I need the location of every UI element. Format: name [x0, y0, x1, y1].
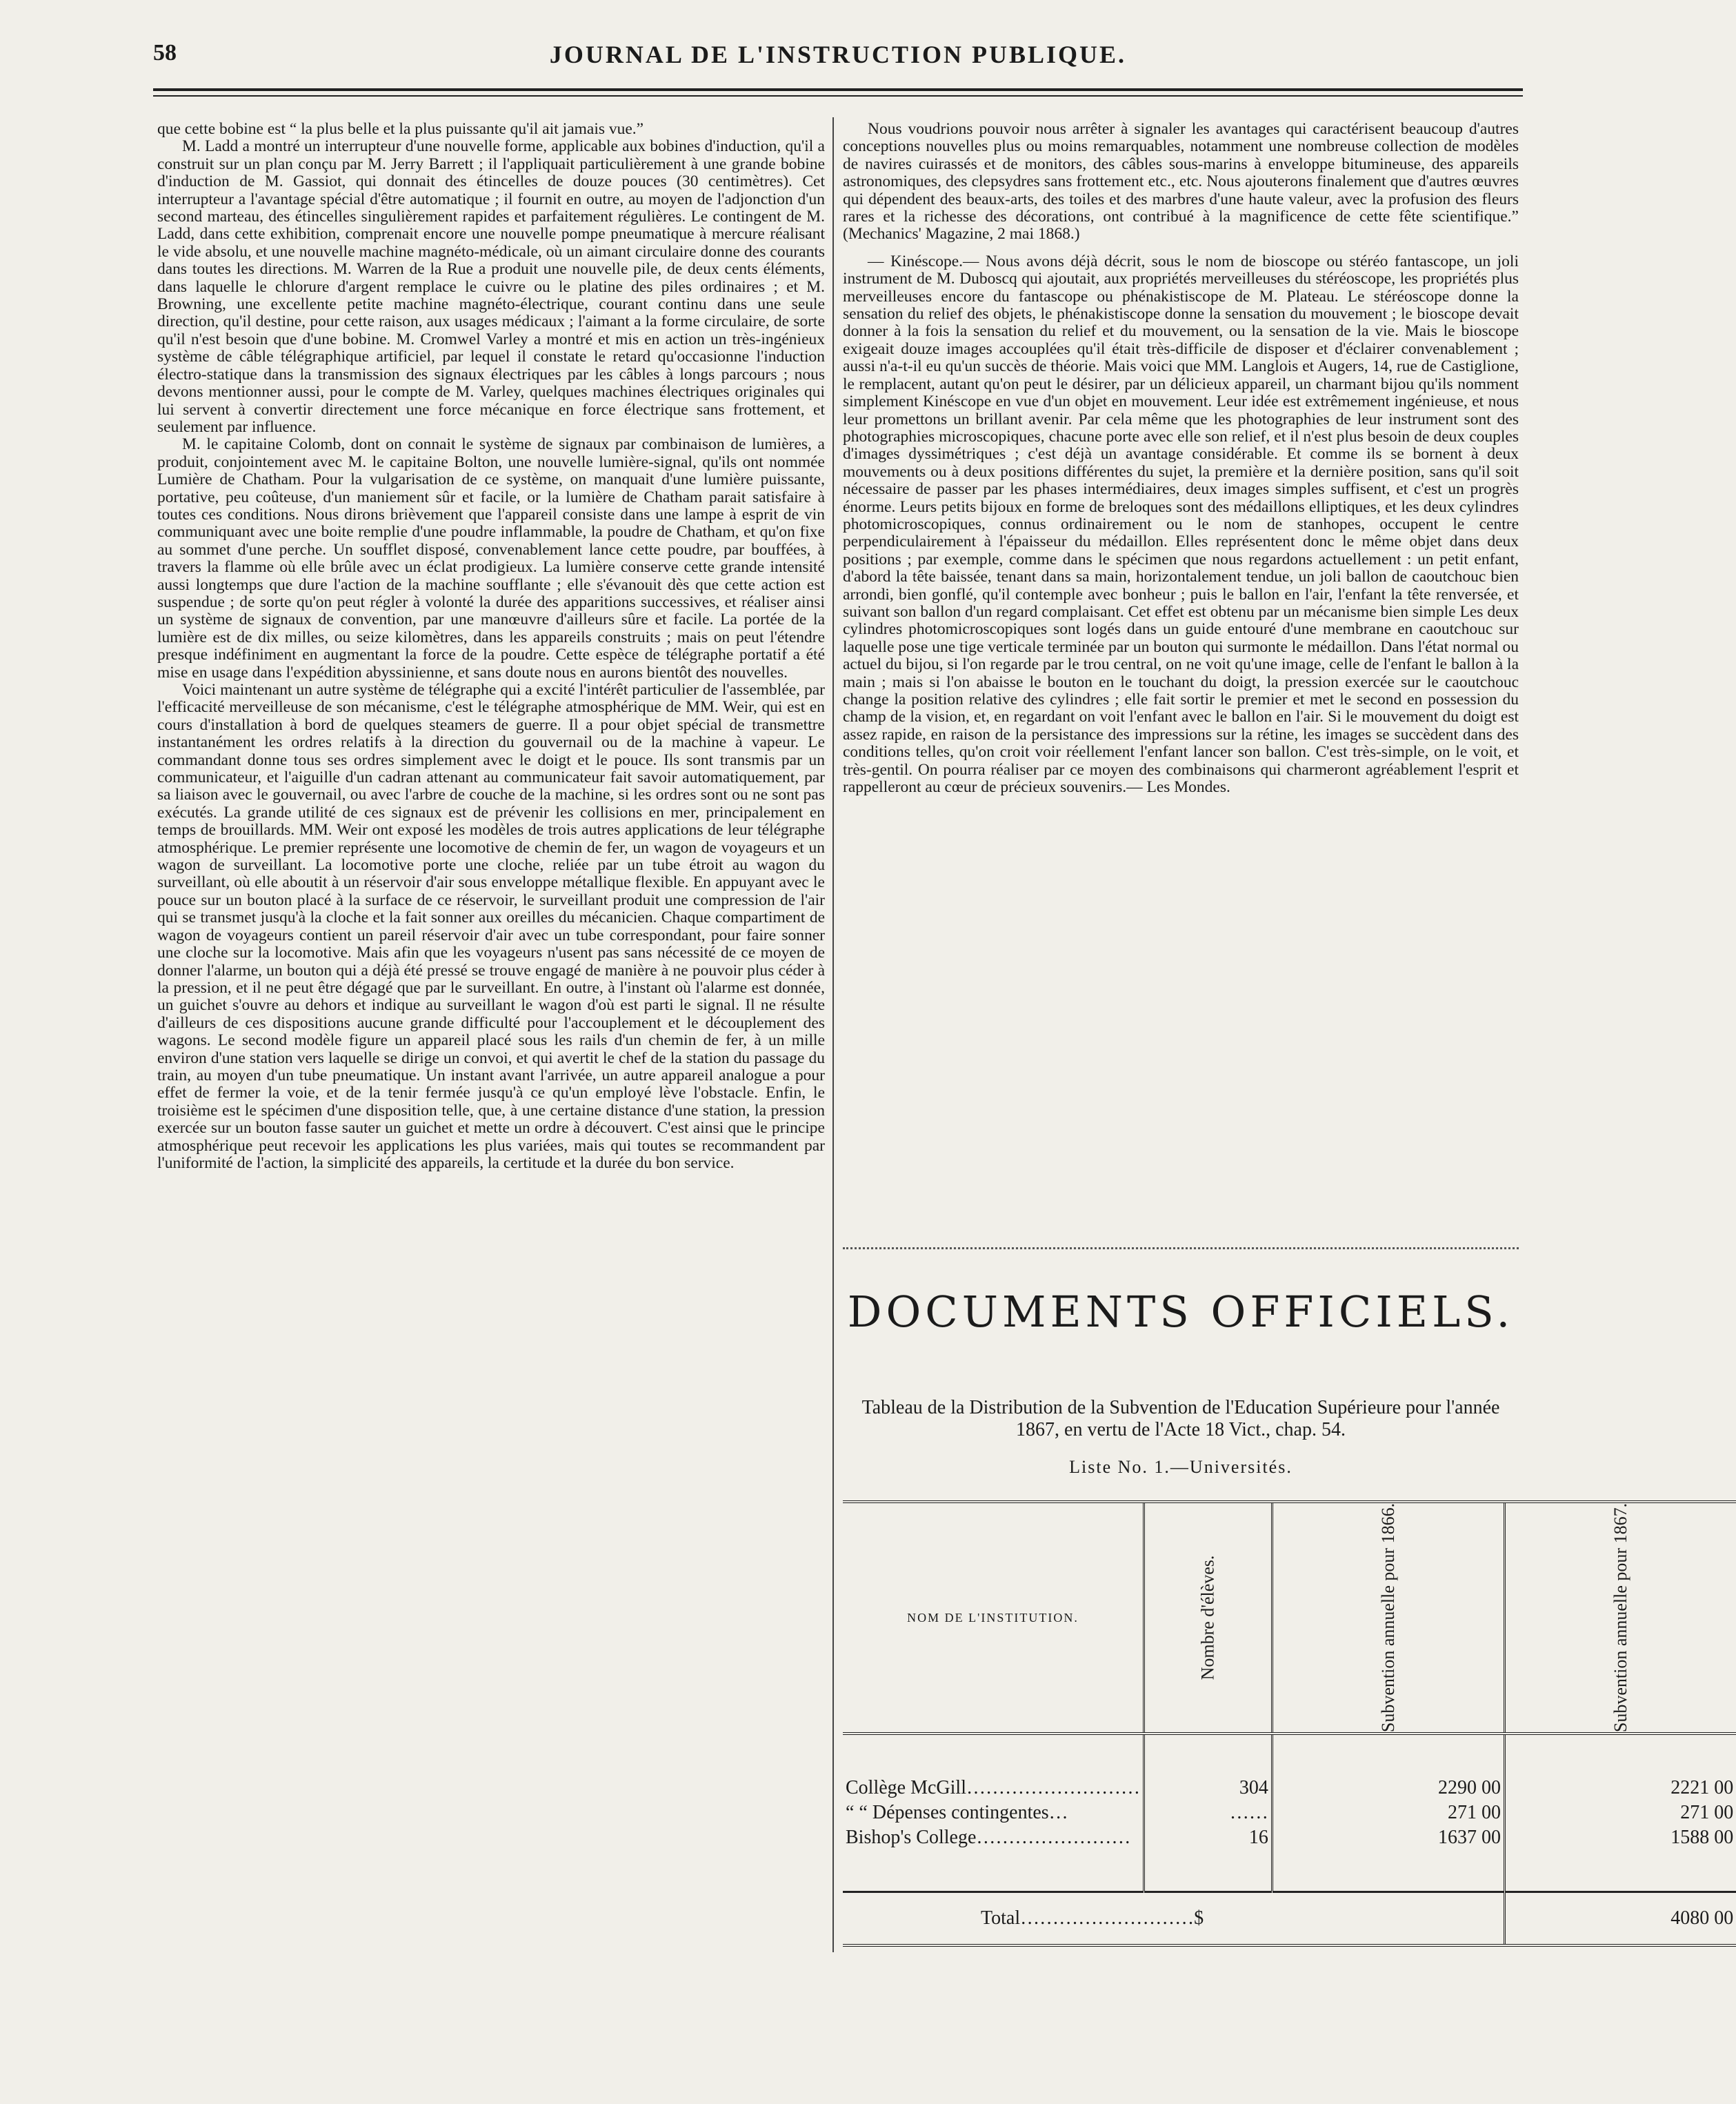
table-spacer-row: [843, 1734, 1736, 1776]
journal-title: JOURNAL DE L'INSTRUCTION PUBLIQUE.: [549, 41, 1127, 68]
header-sub-1866-label: Subvention annuelle pour 1866.: [1377, 1502, 1398, 1733]
page-number: 58: [153, 40, 177, 66]
row-name: Bishop's College……………………: [846, 1827, 1131, 1848]
total-value: 4080 00: [1505, 1892, 1736, 1946]
total-label: Total………………………$: [843, 1892, 1505, 1946]
table-row: [843, 1825, 1736, 1850]
header-sub-1866: [1272, 1502, 1504, 1734]
row-sub-1867: 271 00: [1505, 1800, 1736, 1825]
right-paragraph-1: Nous voudrions pouvoir nous arrêter à signaler les avantages qui caractérisent beaucoup d'autres conceptions nouvelles plus ou moins remarquables, notamment une nombreuse collection de modèles de navires cuirassés et de monitors, des câbles sous-marins à enveloppe bitumineuse, des appareils astronomiques, des clepsydres sans frottement etc., etc. Nous ajouterons finalement que d'autres œuvres qui dépendent des beaux-arts, des toiles et des marbres d'une haute valeur, avec la profusion des fleurs rares et la richesse des décorations, ont contribué à la magnificence de cette fête scientifique.” (Mechanics' Magazine, 2 mai 1868.): [843, 120, 1519, 244]
header-students: [1144, 1502, 1272, 1734]
table-total-row: [843, 1892, 1736, 1946]
header-institution-name: NOM DE L'INSTITUTION.: [843, 1502, 1144, 1734]
header-sub-1867: [1505, 1502, 1736, 1734]
column-divider: [832, 117, 834, 1952]
right-column: [843, 121, 1519, 796]
table-row: [843, 1800, 1736, 1825]
row-name: “ “ Dépenses contingentes…: [846, 1802, 1068, 1823]
header-sub-1867-label: Subvention annuelle pour 1867.: [1610, 1502, 1631, 1733]
row-sub-1867: 1588 00: [1505, 1825, 1736, 1850]
row-sub-1866: 271 00: [1272, 1800, 1504, 1825]
row-sub-1866: 1637 00: [1272, 1825, 1504, 1850]
table-header-row: [843, 1502, 1736, 1734]
table-row: [843, 1776, 1736, 1800]
left-paragraph-4: Voici maintenant un autre système de télégraphe qui a excité l'intérêt particulier de l'assemblée, par l'efficacité merveilleuse de son mécanisme, c'est le télégraphe atmosphérique de MM. Weir, qui est en cours d'installation à bord de quelques steamers de guerre. Il a pour objet spécial de transmettre instantanément les ordres relatifs à la direction du gouvernail ou de la machine à vapeur. Le commandant donne tous ses ordres simplement avec le doigt et le pouce. Ils sont transmis par un communicateur, et l'aiguille d'un cadran attenant au communicateur fait savoir automatiquement, par sa liaison avec le gouvernail, ou avec l'arbre de couche de la machine, si les ordres sont ou ne sont pas exécutés. La grande utilité de ces signaux est de prévenir les collisions en mer, principalement en temps de brouillards. MM. Weir ont exposé les modèles de trois autres applications de leur télégraphe atmosphérique. Le premier représente une locomotive de chemin de fer, un wagon de voyageurs et un wagon de surveillant. La locomotive porte une cloche, reliée par un tube étroit au wagon du surveillant, où elle aboutit à un réservoir d'air sous enveloppe métallique flexible. En appuyant avec le pouce sur un bouton placé à la surface de ce réservoir, le surveillant produit une compression de l'air qui se transmet jusqu'à la cloche et la fait sonner aux oreilles du mécanicien. Chaque compartiment de wagon de voyageurs contient un pareil réservoir d'air avec un tube correspondant, pour faire sonner une cloche sur la locomotive. Mais afin que les voyageurs n'usent pas sans nécessité de ce moyen de donner l'alarme, un bouton qui a déjà été pressé se trouve engagé de manière à ne pouvoir plus céder à la pression, et il ne peut être dégagé que par le surveillant. En outre, à l'instant où l'alarme est donnée, un guichet s'ouvre au dehors et indique au surveillant le wagon d'où est parti le signal. Il ne résulte d'ailleurs de ces dispositions aucune grande difficulté pour l'accouplement et le découplement des wagons. Le second modèle figure un appareil placé sous les rails d'un chemin de fer, à un mille environ d'une station vers laquelle se dirige un convoi, et qui avertit le chef de la station du passage du train, au moyen d'un tube pneumatique. Un instant avant l'arrivée, un autre appareil analogue a pour effet de fermer la voie, et de la tenir fermée jusqu'à ce qu'un employé lève l'obstacle. Enfin, le troisième est le spécimen d'une disposition telle, que, à une certaine distance d'une station, la pression exercée sur un bouton fasse sauter un guichet et mette un ordre à découvert. C'est ainsi que le principe atmosphérique peut recevoir les applications les plus variées, mais qui toutes se recommandent par l'uniformité de l'action, la simplicité des appareils, la certitude et la durée du bon service.: [157, 681, 825, 1172]
header-rule-thin: [153, 95, 1523, 97]
header-rule-thick: [153, 88, 1523, 91]
left-column: [157, 121, 825, 1172]
page-header: [153, 40, 1523, 75]
row-sub-1867: 2221 00: [1505, 1776, 1736, 1800]
left-paragraph-1: que cette bobine est “ la plus belle et la plus puissante qu'il ait jamais vue.”: [157, 120, 644, 138]
left-paragraph-2: M. Ladd a montré un interrupteur d'une nouvelle forme, applicable aux bobines d'induction, qu'il a construit sur un plan conçu par M. Jerry Barrett ; il l'appliquait particulièrement à une grande bobine d'induction de M. Gassiot, qui donnait des étincelles de douze pouces (30 centimètres). Cet interrupteur a l'avantage spécial d'être automatique ; il fournit en outre, au moyen de l'adjonction d'un second marteau, des étincelles singulièrement rapides et parfaitement régulières. Le contingent de M. Ladd, dans cette exhibition, comprenait encore une nouvelle pompe pneumatique à mercure réalisant le vide absolu, et une nouvelle machine magnéto-médicale, où un aimant circulaire donne des courants dans toutes les directions. M. Warren de la Rue a produit une nouvelle pile, de deux cents éléments, dans laquelle le chlorure d'argent remplace le cuivre ou le platine des piles ordinaires ; et M. Browning, une excellente petite machine magnéto-électrique, courant continu dans une seule direction, qu'il destine, pour cette raison, aux usages médicaux ; l'aimant a la forme circulaire, de sorte qu'il n'est besoin que d'une bobine. M. Cromwel Varley a montré et mis en action un très-ingénieux système de câble télégraphique artificiel, par lequel il constate le retard qu'occasionne l'induction électro-statique dans la transmission des signaux électriques par les câbles à longs parcours ; nous devons mentionner aussi, pour le compte de M. Varley, quelques machines électriques originales qui lui servent à convertir directement une force mécanique en force électrique sans frottement, et seulement par influence.: [157, 137, 825, 436]
row-students: 304: [1144, 1776, 1272, 1800]
table-list-title: Liste No. 1.—Universités.: [1069, 1457, 1293, 1477]
right-paragraph-kinescope: — Kinéscope.— Nous avons déjà décrit, sous le nom de bioscope ou stéréo fantascope, un joli instrument de M. Duboscq qui ajoutait, aux propriétés merveilleuses du stéréoscope, les propriétés plus merveilleuses encore du fantascope ou phénakistiscope de M. Plateau. Le stéréoscope donne la sensation du relief des objets, le phénakistiscope donne la sensation du mouvement ; le bioscope devait donner à la fois la sensation du relief et du mouvement, ou la sensation de la vie. Mais le bioscope exigeait douze images accouplées qu'il était très-difficile de disposer et d'éclairer convenablement ; aussi n'a-t-il eu qu'un succès de théorie. Mais voici que MM. Langlois et Augers, 14, rue de Castiglione, le remplacent, autant qu'on peut le désirer, par un délicieux appareil, un charmant bijou qu'ils nomment simplement Kinéscope en vue d'un objet en mouvement. Leur idée est extrêmement ingénieuse, et nous leur promettons un brillant avenir. Par cela même que les photographies de leur instrument sont des photographies microscopiques, chacune porte avec elle son relief, et il n'est plus besoin de deux couples d'images dyssimétriques ; c'est déjà un avantage considérable. Et comme ils se bornent à deux mouvements ou à deux positions différentes du sujet, la première et la dernière position, sans qu'il soit nécessaire de passer par les phases intermédiaires, deux images simples suffisent, et c'est un progrès énorme. Leurs petits bijoux en forme de breloques sont des médaillons elliptiques, et les deux cylindres photomicroscopiques, connus ordinairement ou le nom de stanhopes, occupent le centre perpendiculairement à l'épaisseur du médaillon. Elles représentent donc le même objet dans deux positions ; par exemple, comme dans le spécimen que nous regardons actuellement : un petit enfant, d'abord la tête baissée, tenant dans sa main, horizontalement tendue, un joli ballon de caoutchouc bien arrondi, bien gonflé, qu'il contemple avec bonheur ; puis le ballon en l'air, l'enfant la tête renversée, et suivant son ballon d'un regard complaisant. Cet effet est obtenu par un mécanisme bien simple Les deux cylindres photomicroscopiques sont logés dans un guide entouré d'une membrane en caoutchouc sur laquelle pose une tige verticale terminée par un bouton qui surmonte le médaillon. Dans l'état normal ou actuel du bijou, si l'on regarde par le trou central, on ne voit qu'une image, celle de l'enfant le ballon à la main ; mais si l'on abaisse le bouton en le touchant du doigt, la pression exercée sur le caoutchouc change la position relative des cylindres ; elle fait sortir le premier et met le second en possession du champ de la vision, et, en regardant on voit l'enfant avec le ballon en l'air. Si le mouvement du doigt est assez rapide, en raison de la persistance des impressions sur la rétine, les images se succèdent dans des conditions telles, qu'on croit voir réellement l'enfant lancer son ballon. C'est très-simple, on le voit, et très-gentil. On pourra réaliser par ce moyen des combinaisons qui charmeront agréablement l'esprit et rappelleront au cœur de précieux souvenirs.— Les Mondes.: [843, 252, 1519, 797]
subvention-table: [843, 1500, 1736, 1947]
row-students: ……: [1144, 1800, 1272, 1825]
header-students-label: Nombre d'élèves.: [1197, 1555, 1218, 1680]
table-spacer-row: [843, 1850, 1736, 1892]
row-name: Collège McGill………………………: [846, 1777, 1140, 1798]
row-sub-1866: 2290 00: [1272, 1776, 1504, 1800]
section-heading: DOCUMENTS OFFICIELS.: [847, 1287, 1515, 1337]
table-caption: Tableau de la Distribution de la Subvention de l'Education Supérieure pour l'année 1867, en vertu de l'Acte 18 Vict., chap. 54.: [861, 1397, 1500, 1440]
left-paragraph-3: M. le capitaine Colomb, dont on connait le système de signaux par combinaison de lumières, a produit, conjointement avec M. le capitaine Bolton, une nouvelle lumière-signal, qu'ils ont nommée Lumière de Chatham. Pour la vulgarisation de ce système, on manquait d'une lumière puissante, portative, peu coûteuse, d'un maniement sûr et facile, or la lumière de Chatham parait satisfaire à toutes ces conditions. Nous dirons brièvement que l'appareil consiste dans une lampe à esprit de vin communiquant avec une boite remplie d'une poudre inflammable, la poudre de Chatham, et qu'on fixe au sommet d'une perche. Un soufflet disposé, convenablement lance cette poudre, par bouffées, à travers la flamme où elle brûle avec un éclat prodigieux. La lumière conserve cette grande intensité aussi longtemps que dure l'action de la machine soufflante ; elle s'évanouit dès que cette action est suspendue ; de sorte qu'on peut régler à volonté la durée des apparitions successives, et réaliser ainsi un système de signaux de convention, par une manœuvre d'ailleurs sûre et facile. La portée de la lumière est de dix milles, ou seize kilomètres, dans les appareils construits ; mais on peut l'étendre presque indéfiniment en augmentant la force de la poudre. Cette espèce de télégraphe portatif a été mise en usage dans l'expédition abyssinienne, et sans doute nous en aurons bientôt des nouvelles.: [157, 435, 825, 682]
section-separator: [843, 1247, 1519, 1249]
row-students: 16: [1144, 1825, 1272, 1850]
